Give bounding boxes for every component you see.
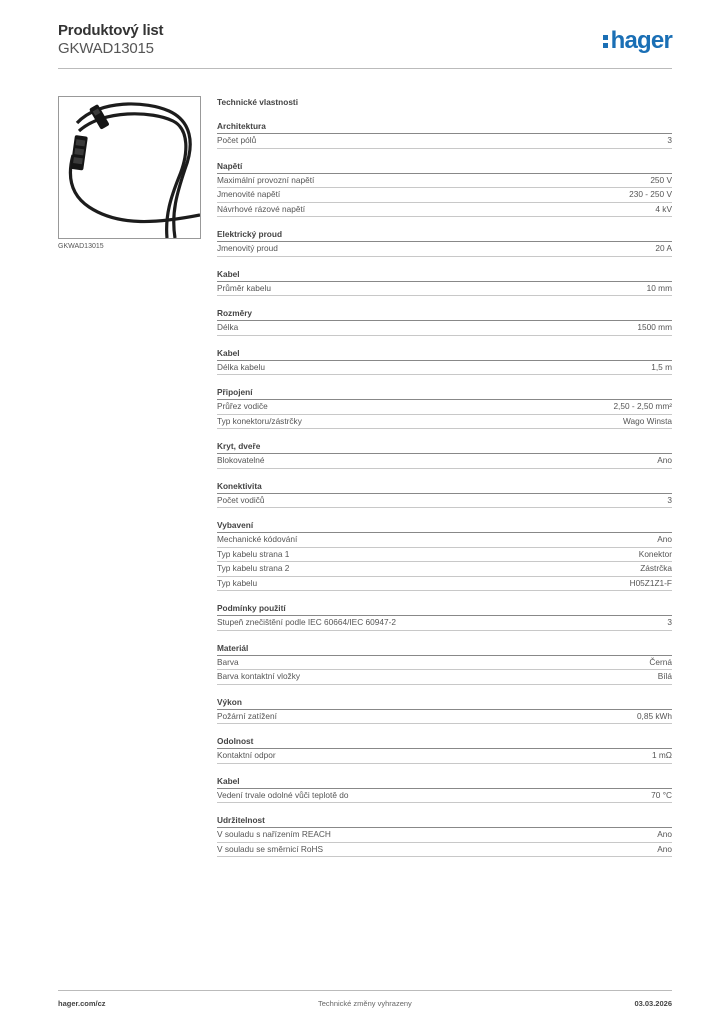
spec-row — [217, 454, 672, 469]
spec-group — [217, 642, 672, 685]
spec-label: Barva — [217, 656, 239, 667]
spec-value: Ano — [657, 829, 672, 839]
spec-group-title: Vybavení — [217, 519, 672, 533]
spec-row — [217, 188, 672, 203]
spec-label: Typ kabelu — [217, 577, 258, 588]
spec-label: Typ kabelu strana 1 — [217, 548, 290, 559]
spec-row — [217, 361, 672, 376]
spec-group — [217, 307, 672, 336]
product-photo — [58, 96, 201, 239]
spec-group-title: Kabel — [217, 775, 672, 789]
spec-label: Délka kabelu — [217, 361, 265, 372]
spec-group-title: Výkon — [217, 696, 672, 710]
spec-row — [217, 616, 672, 631]
spec-value: 230 - 250 V — [629, 189, 672, 199]
hager-logo — [603, 26, 672, 56]
spec-value: 10 mm — [646, 282, 672, 293]
specs-heading: Technické vlastnosti — [217, 97, 298, 107]
spec-group — [217, 440, 672, 469]
spec-label: Barva kontaktní vložky — [217, 671, 301, 681]
spec-group-title: Materiál — [217, 642, 672, 656]
footer-disclaimer: Technické změny vyhrazeny — [318, 999, 412, 1008]
spec-value: Wago Winsta — [622, 415, 672, 426]
spec-label: V souladu se směrnicí RoHS — [217, 843, 324, 854]
page-header — [58, 22, 672, 68]
spec-label: Stupeň znečištění podle IEC 60664/IEC 60947-2 — [217, 617, 396, 627]
spec-label: Návrhové rázové napětí — [217, 203, 306, 214]
spec-groups — [217, 120, 672, 857]
spec-label: Vedení trvale odolné vůči teplotě do — [217, 789, 349, 800]
spec-label: Jmenovitý proud — [217, 243, 278, 253]
spec-row — [217, 828, 672, 843]
spec-group-title: Udržitelnost — [217, 814, 672, 828]
spec-group-title: Elektrický proud — [217, 228, 672, 242]
footer-website: hager.com/cz — [58, 999, 106, 1008]
spec-group — [217, 268, 672, 297]
spec-label: Kontaktní odpor — [217, 750, 276, 760]
spec-label: Mechanické kódování — [217, 534, 298, 544]
spec-value: 1,5 m — [651, 361, 672, 372]
spec-row — [217, 203, 672, 218]
spec-value: 3 — [667, 135, 672, 145]
spec-value: Zástrčka — [640, 563, 672, 573]
spec-value: Černá — [649, 656, 672, 667]
spec-group — [217, 228, 672, 257]
spec-row — [217, 242, 672, 257]
header-divider — [58, 68, 672, 69]
spec-group-title: Napětí — [217, 160, 672, 174]
spec-row — [217, 282, 672, 297]
spec-group — [217, 602, 672, 631]
spec-row — [217, 789, 672, 804]
spec-label: Typ kabelu strana 2 — [217, 563, 290, 573]
page-footer — [58, 990, 672, 1008]
spec-label: Typ konektoru/zástrčky — [217, 415, 302, 426]
spec-group — [217, 696, 672, 725]
spec-row — [217, 494, 672, 509]
spec-group — [217, 480, 672, 509]
spec-row — [217, 134, 672, 149]
spec-row — [217, 174, 672, 189]
spec-row — [217, 548, 672, 563]
spec-value: 3 — [667, 617, 672, 627]
spec-group — [217, 519, 672, 591]
spec-value: 3 — [667, 494, 672, 505]
spec-row — [217, 415, 672, 430]
spec-label: Průměr kabelu — [217, 282, 271, 293]
spec-value: 250 V — [650, 174, 672, 185]
spec-group-title: Rozměry — [217, 307, 672, 321]
spec-value: 20 A — [655, 243, 672, 253]
spec-group-title: Kabel — [217, 268, 672, 282]
spec-value: 4 kV — [655, 203, 672, 214]
spec-row — [217, 321, 672, 336]
spec-group-title: Kryt, dveře — [217, 440, 672, 454]
spec-label: Požární zatížení — [217, 710, 277, 721]
page-title: Produktový list — [58, 22, 164, 39]
spec-group — [217, 735, 672, 764]
spec-value: H05Z1Z1-F — [629, 577, 672, 588]
spec-label: Počet vodičů — [217, 494, 265, 505]
spec-group — [217, 160, 672, 218]
spec-label: Počet pólů — [217, 135, 257, 145]
footer-date: 03.03.2026 — [634, 999, 672, 1008]
spec-row — [217, 710, 672, 725]
spec-value: 1 mΩ — [651, 750, 672, 760]
spec-group-title: Architektura — [217, 120, 672, 134]
spec-group — [217, 775, 672, 804]
spec-row — [217, 577, 672, 592]
spec-value: Ano — [657, 843, 672, 854]
spec-label: Jmenovité napětí — [217, 189, 281, 199]
spec-value: Konektor — [638, 548, 672, 559]
spec-group — [217, 347, 672, 376]
spec-value: 0,85 kWh — [636, 710, 672, 721]
spec-group-title: Podmínky použití — [217, 602, 672, 616]
spec-group — [217, 120, 672, 149]
spec-value: 70 °C — [651, 789, 672, 800]
spec-group — [217, 386, 672, 429]
spec-group-title: Odolnost — [217, 735, 672, 749]
spec-label: V souladu s nařízením REACH — [217, 829, 331, 839]
logo-dots-icon — [603, 35, 608, 51]
spec-value: 1500 mm — [637, 322, 672, 332]
spec-row — [217, 749, 672, 764]
cable-product-photo-icon — [59, 97, 200, 238]
spec-row — [217, 656, 672, 671]
product-code: GKWAD13015 — [58, 40, 154, 57]
spec-row — [217, 400, 672, 415]
spec-row — [217, 533, 672, 548]
technical-specs — [217, 96, 672, 868]
logo-text: hager — [610, 27, 672, 54]
spec-label: Maximální provozní napětí — [217, 174, 315, 185]
spec-row — [217, 843, 672, 858]
spec-value: Ano — [657, 534, 672, 544]
spec-row — [217, 670, 672, 685]
spec-label: Délka — [217, 322, 239, 332]
photo-caption: GKWAD13015 — [58, 243, 104, 250]
spec-label: Blokovatelné — [217, 455, 265, 465]
spec-label: Průřez vodiče — [217, 401, 268, 411]
spec-row — [217, 562, 672, 577]
spec-group — [217, 814, 672, 857]
spec-group-title: Připojení — [217, 386, 672, 400]
spec-value: Ano — [657, 455, 672, 465]
spec-value: Bílá — [657, 671, 672, 681]
spec-group-title: Konektivita — [217, 480, 672, 494]
spec-group-title: Kabel — [217, 347, 672, 361]
spec-value: 2,50 - 2,50 mm² — [613, 401, 672, 411]
